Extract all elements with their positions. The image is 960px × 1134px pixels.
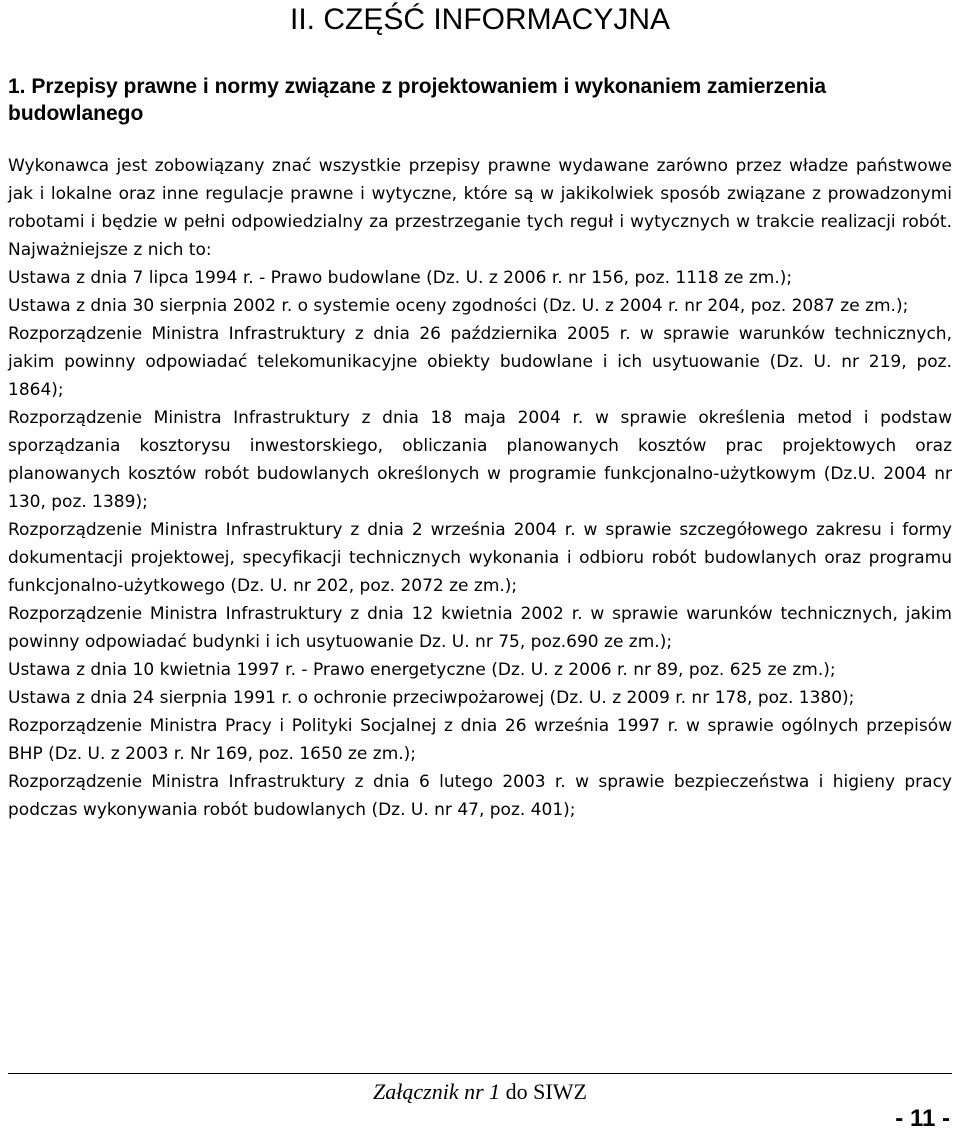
regulation-item: Rozporządzenie Ministra Infrastruktury z dnia 18 maja 2004 r. w sprawie określenia metod i podstaw sporządzania kosztorysu inwestorskiego, obliczania planowanych kosztów prac projektowych oraz planowanych kosztów robót budowlanych określonych w programie funkcjonalno-użytkowym (Dz.U. 2004 nr 130, poz. 1389); (8, 408, 952, 512)
regulations-list (8, 264, 952, 824)
regulation-item: Rozporządzenie Ministra Infrastruktury z dnia 6 lutego 2003 r. w sprawie bezpieczeństwa i higieny pracy podczas wykonywania robót budowlanych (Dz. U. nr 47, poz. 401); (8, 772, 952, 820)
document-body (8, 152, 952, 824)
footer-attachment-italic: Załącznik nr 1 (373, 1079, 501, 1104)
footer-attachment-label (0, 1077, 960, 1107)
regulation-item: Rozporządzenie Ministra Infrastruktury z dnia 12 kwietnia 2002 r. w sprawie warunków technicznych, jakim powinny odpowiadać budynki i ich usytuowanie Dz. U. nr 75, poz.690 ze zm.); (8, 604, 952, 652)
page-number: - 11 - (895, 1105, 950, 1132)
regulation-item: Rozporządzenie Ministra Infrastruktury z dnia 26 października 2005 r. w sprawie warunków technicznych, jakim powinny odpowiadać telekomunikacyjne obiekty budowlane i ich usytuowanie (Dz. U. nr 219, poz. 1864); (8, 324, 952, 400)
regulation-item: Ustawa z dnia 10 kwietnia 1997 r. - Prawo energetyczne (Dz. U. z 2006 r. nr 89, poz. 625 ze zm.); (8, 660, 836, 680)
regulation-item: Ustawa z dnia 30 sierpnia 2002 r. o systemie oceny zgodności (Dz. U. z 2004 r. nr 204, poz. 2087 ze zm.); (8, 296, 909, 316)
regulation-item: Ustawa z dnia 24 sierpnia 1991 r. o ochronie przeciwpożarowej (Dz. U. z 2009 r. nr 178, poz. 1380); (8, 688, 855, 708)
regulation-item: Rozporządzenie Ministra Pracy i Polityki Socjalnej z dnia 26 września 1997 r. w sprawie ogólnych przepisów BHP (Dz. U. z 2003 r. Nr 169, poz. 1650 ze zm.); (8, 716, 952, 764)
part-title: II. CZĘŚĆ INFORMACYJNA (289, 3, 671, 36)
regulation-item: Ustawa z dnia 7 lipca 1994 r. - Prawo budowlane (Dz. U. z 2006 r. nr 156, poz. 1118 ze zm.); (8, 268, 793, 288)
footer-divider (8, 1073, 952, 1074)
section-heading: 1. Przepisy prawne i normy związane z projektowaniem i wykonaniem zamierzenia budowlanego (8, 75, 827, 125)
footer-attachment-suffix: do SIWZ (500, 1079, 587, 1104)
regulation-item: Rozporządzenie Ministra Infrastruktury z dnia 2 września 2004 r. w sprawie szczegółowego zakresu i formy dokumentacji projektowej, specyfikacji technicznych wykonania i odbioru robót budowlanych oraz programu funkcjonalno-użytkowego (Dz. U. nr 202, poz. 2072 ze zm.); (8, 520, 952, 596)
intro-paragraph: Wykonawca jest zobowiązany znać wszystkie przepisy prawne wydawane zarówno przez władze państwowe jak i lokalne oraz inne regulacje prawne i wytyczne, które są w jakikolwiek sposób związane z prowadzonymi robotami i będzie w pełni odpowiedzialny za przestrzeganie tych reguł i wytycznych w trakcie realizacji robót. Najważniejsze z nich to: (8, 156, 952, 260)
